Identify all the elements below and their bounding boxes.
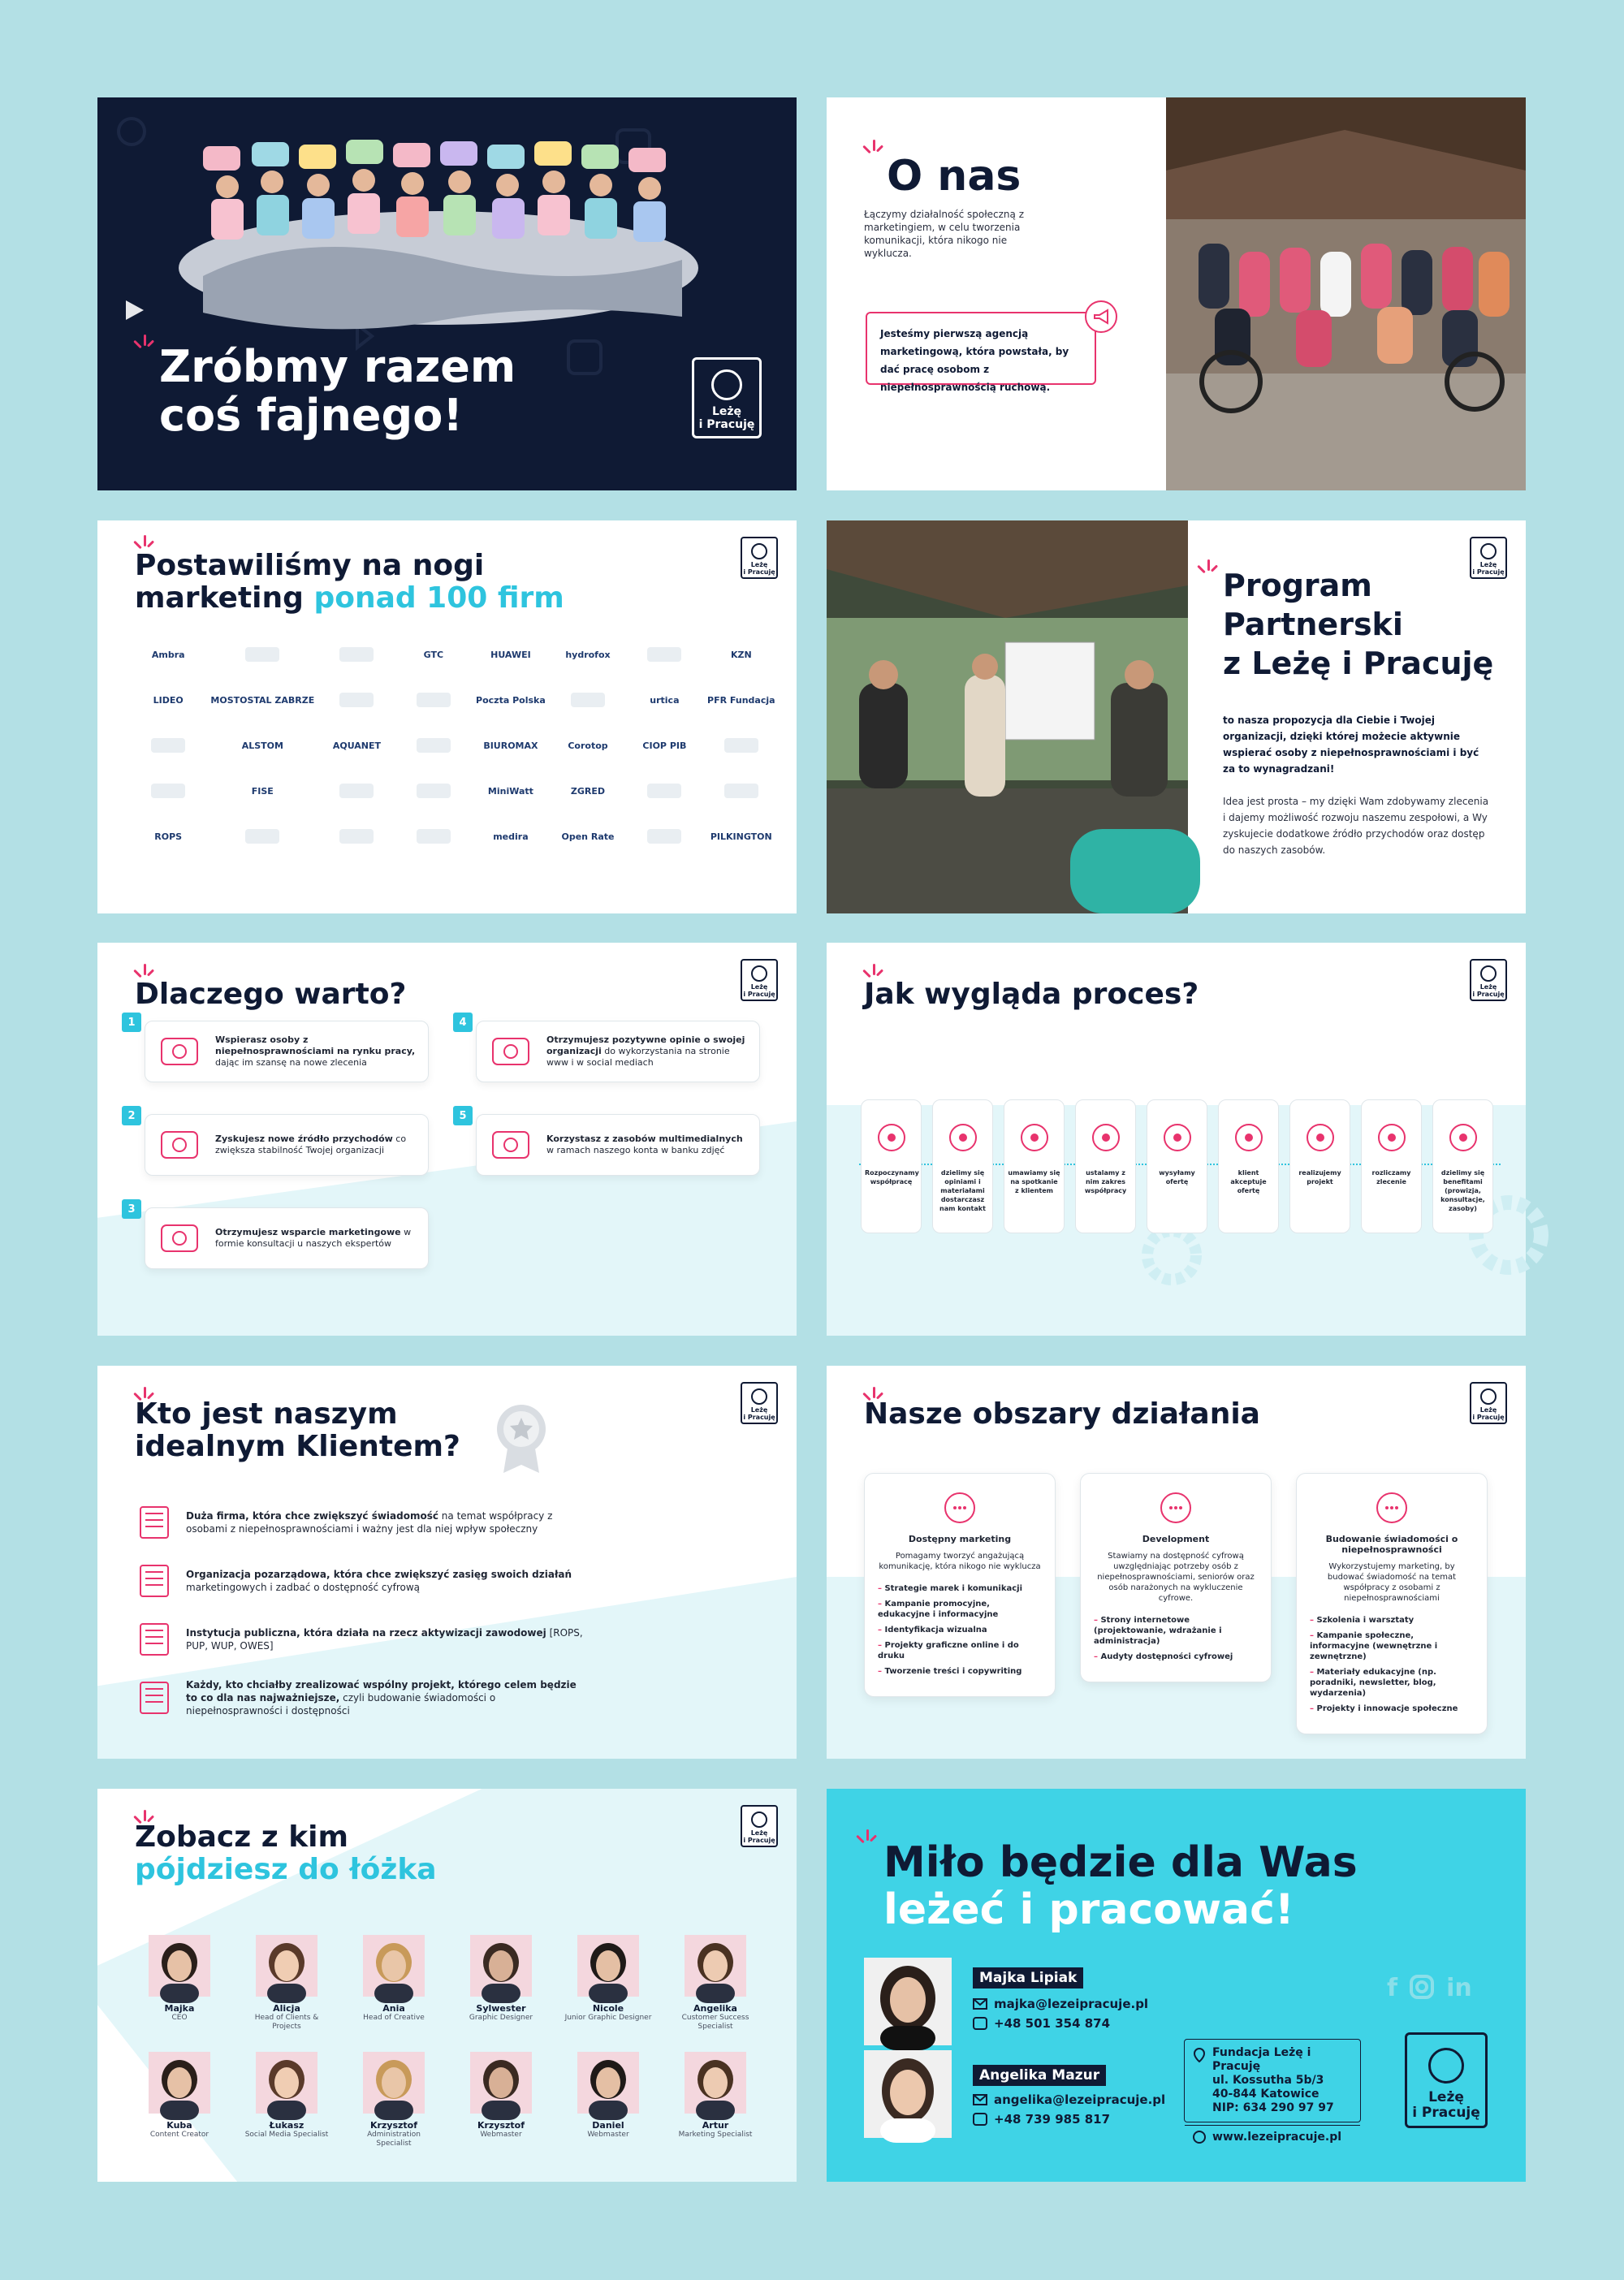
benefit-card [476,1114,760,1176]
contact2-name: Angelika Mazur [973,2065,1106,2086]
benefit-card [145,1207,429,1269]
member-role: Head of Clients & Projects [254,2014,319,2031]
partner-title-line1: Program [1223,568,1372,603]
slide-team [97,1789,797,2182]
step-icon [947,1121,979,1154]
address-line: NIP: 634 290 97 97 [1212,2101,1334,2114]
client-logo: MiniWatt [487,785,533,797]
step-icon [1090,1121,1122,1154]
area-description: Wykorzystujemy marketing, by budować świadomość na temat współpracy z osobami z niepełnosprawnościami [1327,1562,1457,1603]
client-logo [210,641,314,668]
step-label: rozliczamy zlecenie [1371,1169,1411,1185]
team-member [671,2052,760,2140]
avatar [470,1935,532,1997]
client-logo [134,732,202,759]
about-highlight-box: Jesteśmy pierwszą agencją marketingową, która powstała, by dać pracę osobom z niepełnosprawnością ruchową. [866,312,1096,385]
client-logo: MOSTOSTAL ZABRZE [210,694,315,706]
client-logo [322,641,391,668]
benefit-card [476,1021,760,1082]
client-type [134,1619,589,1660]
address-box [1184,2039,1361,2144]
client-type [134,1678,589,1718]
client-type-text: marketingowych i zadbać o dostępność cyfrową [186,1582,421,1593]
area-icon [940,1488,979,1527]
process-step [1289,1099,1350,1233]
clients-title-line1: Postawiliśmy na nogi [135,549,485,582]
step-icon [1161,1121,1194,1154]
area-icon [1156,1488,1195,1527]
area-heading: Budowanie świadomości o niepełnosprawności [1325,1534,1458,1555]
slide-clients [97,520,797,913]
area-list-item: – Materiały edukacyjne (np. poradniki, newsletter, blog, wydarzenia) [1310,1667,1474,1699]
step-icon [1304,1121,1337,1154]
avatar [685,2052,746,2114]
step-icon [1233,1121,1265,1154]
client-logo [322,686,391,714]
slide-about [827,97,1526,490]
client-type-bold: Duża firma, która chce zwiększyć świadomość [186,1510,438,1522]
step-number-badge: 2 [122,1106,141,1125]
client-type-text: czyli budowanie świadomości o niepełnosprawności i dostępności [186,1692,496,1716]
client-logo [630,641,698,668]
area-list-item: – Kampanie społeczne, informacyjne (wewnętrzne i zewnętrzne) [1310,1630,1474,1662]
process-step [932,1099,993,1233]
brand-logo: Leżę i Pracuję [741,1382,778,1424]
member-role: Webmaster [480,2131,522,2139]
member-name: Kuba [166,2120,192,2131]
member-name: Nicole [592,2003,624,2014]
step-label: realizujemy projekt [1298,1169,1341,1185]
spark-icon [864,140,885,161]
client-logo: ROPS [154,831,183,842]
member-name: Majka [164,2003,195,2014]
process-step [1147,1099,1207,1233]
slide-process [827,943,1526,1336]
area-list-item: – Strategie marek i komunikacji [878,1583,1042,1594]
area-list-item: – Projekty i innowacje społeczne [1310,1704,1474,1714]
benefit-icon [155,1127,204,1163]
avatar [577,1935,639,1997]
benefit-bold: Otrzymujesz wsparcie marketingowe [215,1227,401,1237]
address-line: Fundacja Leżę i Pracuję [1212,2046,1311,2073]
partner-paragraph-2: Idea jest prosta – my dzięki Wam zdobywamy zlecenia i dajemy możliwość rozwoju naszemu zespołowi, a Wy zyskujecie dodatkowe źródło przychodów oraz dostęp do naszych zasobów. [1223,796,1489,856]
social-icons [1387,1974,1472,2002]
slide-ideal-client [97,1366,797,1759]
area-list-item: – Audyty dostępności cyfrowej [1094,1652,1258,1662]
member-name: Alicja [273,2003,300,2014]
team-member [456,2052,546,2140]
area-card [864,1473,1056,1697]
team-member [242,1935,331,2032]
member-name: Angelika [693,2003,737,2014]
client-logo: PILKINGTON [710,831,772,842]
benefit-icon [155,1220,204,1256]
team-photo [1166,97,1526,490]
team-member [135,2052,224,2140]
about-lead: Łączymy działalność społeczną z marketingiem, w celu tworzenia komunikacji, która nikogo nie wyklucza. [864,209,1024,259]
client-type-icon [134,1619,175,1660]
hero-title-line2: coś fajnego! [159,390,463,442]
contact1-phone[interactable]: +48 501 354 874 [973,2016,1110,2031]
step-label: ustalamy z nim zakres współpracy [1084,1169,1127,1194]
hero-title-line1: Zróbmy razem [159,341,516,392]
logo-face-icon [1428,2048,1464,2084]
team-member [456,1935,546,2023]
linkedin-icon[interactable]: in [1446,1974,1472,2002]
member-role: Head of Creative [363,2014,425,2022]
benefit-bold: Otrzymujesz pozytywne opinie o swojej organizacji [546,1034,745,1056]
client-type [134,1561,589,1601]
benefit-card [145,1114,429,1176]
step-label: umawiamy się na spotkanie z klientem [1008,1169,1060,1194]
process-step [1004,1099,1065,1233]
member-name: Daniel [592,2120,624,2131]
brand-logo: Leżę i Pracuję [741,1805,778,1847]
instagram-icon[interactable] [1409,1974,1435,2000]
contact-title-line2: leżeć i pracować! [883,1885,1294,1934]
location-pin-icon [1193,2048,1206,2062]
bg-band [97,1577,797,1759]
contact1-name: Majka Lipiak [973,1967,1083,1989]
step-icon [1376,1121,1408,1154]
phone-icon [973,2017,987,2030]
area-card [1296,1473,1488,1734]
globe-icon [1193,2131,1206,2144]
benefit-bold: Zyskujesz nowe źródło przychodów [215,1134,393,1144]
logo-face-icon [711,369,742,400]
award-badge-icon [495,1403,547,1476]
client-logo: ALSTOM [241,740,283,751]
partner-title-line2: Partnerski [1223,607,1403,642]
address-line: 40-844 Katowice [1212,2088,1320,2101]
area-list-item: – Kampanie promocyjne, edukacyjne i informacyjne [878,1599,1042,1620]
logo-text-1: Leżę [711,405,742,418]
partner-title-line3: z Leżę i Pracuję [1223,646,1494,681]
client-logo [400,777,468,805]
client-type-bold: Organizacja pozarządowa, która chce zwiększyć zasięg swoich działań [186,1569,572,1580]
client-logo: KZN [730,649,752,660]
client-type-text: [ROPS, PUP, WUP, OWES] [186,1627,583,1652]
client-logo: HUAWEI [490,649,531,660]
spark-icon [135,335,156,356]
benefit-icon [486,1034,535,1069]
client-logo: urtica [650,694,680,706]
client-logo: medira [493,831,529,842]
member-role: Graphic Designer [469,2014,533,2022]
client-logo: CIOP PIB [642,740,687,751]
step-label: Rozpoczynamy współpracę [865,1169,919,1185]
slide-partner-program [827,520,1526,913]
client-logo [400,686,468,714]
brand-logo: Leżę i Pracuję [1470,1382,1507,1424]
client-logo: AQUANET [332,740,382,751]
area-list-item: – Strony internetowe (projektowanie, wdrażanie i administracja) [1094,1615,1258,1647]
member-name: Ania [382,2003,405,2014]
area-heading: Development [1142,1534,1210,1544]
area-description: Pomagamy tworzyć angażującą komunikację, która nikogo nie wyklucza [879,1552,1041,1571]
avatar-majka [864,1958,952,2045]
client-logo [210,823,314,850]
client-logo: BIUROMAX [483,740,538,751]
client-logo [707,777,775,805]
client-logo [134,777,202,805]
client-logo: FISE [251,785,274,797]
client-type-icon [134,1502,175,1543]
why-title: Dlaczego warto? [135,978,407,1011]
team-title-line1: Zobacz z kim [135,1820,349,1854]
area-description: Stawiamy na dostępność cyfrową uwzględniając potrzeby osób z niepełnosprawnościami, seniorów oraz osób narażonych na wykluczenie cyfrowe. [1097,1552,1255,1603]
step-label: wysyłamy ofertę [1159,1169,1195,1185]
client-logo [630,823,698,850]
client-type [134,1502,589,1543]
area-list-item: – Szkolenia i warsztaty [1310,1615,1474,1626]
client-logo: ZGRED [570,785,606,797]
avatar [256,2052,317,2114]
client-logo [554,686,622,714]
area-card [1080,1473,1272,1682]
team-member [564,2052,653,2140]
client-logo [322,823,391,850]
workshop-photo [827,520,1188,913]
about-title: O nas [887,152,1021,201]
client-title-line1: Kto jest naszym [135,1397,398,1431]
step-number-badge: 4 [453,1013,473,1032]
process-step [1361,1099,1422,1233]
client-logo: hydrofox [565,649,611,660]
client-title-line2: idealnym Klientem? [135,1430,460,1464]
step-label: dzielimy się opiniami i materiałami dostarczasz nam kontakt [939,1169,986,1212]
client-logo-grid [134,641,775,850]
phone-icon [973,2113,987,2126]
client-type-bold: Każdy, kto chciałby zrealizować wspólny projekt, którego celem będzie to co dla nas najważniejsze, [186,1679,577,1704]
area-list-item: – Projekty graficzne online i do druku [878,1640,1042,1661]
process-step [861,1099,922,1233]
benefit-text: w ramach naszego konta w banku zdjęć [546,1145,725,1155]
clients-title-marketing: marketing [135,581,304,615]
slide-why [97,943,797,1336]
team-member [564,1935,653,2023]
step-number-badge: 3 [122,1199,141,1219]
client-type-icon [134,1561,175,1601]
member-role: Junior Graphic Designer [564,2014,652,2022]
areas-title: Nasze obszary działania [864,1397,1260,1431]
client-logo: Poczta Polska [476,694,546,706]
brand-logo [692,357,762,438]
client-type-text: na temat współpracy z osobami z niepełnosprawnościami i ważny jest dla niej wpływ społeczny [186,1510,553,1535]
slide-areas [827,1366,1526,1759]
team-member [135,1935,224,2023]
mail-icon [973,2094,987,2105]
member-name: Krzysztof [369,2120,418,2131]
process-title: Jak wygląda proces? [864,978,1199,1011]
benefit-text: co zwiększa stabilność Twojej organizacji [215,1134,407,1155]
area-list-item: – Tworzenie treści i copywriting [878,1666,1042,1677]
client-logo: GTC [423,649,444,660]
contact2-phone[interactable]: +48 739 985 817 [973,2112,1110,2127]
client-logo [400,732,468,759]
benefit-bold: Wspierasz osoby z niepełnosprawnościami na rynku pracy, [215,1034,416,1056]
member-name: Artur [702,2120,729,2131]
member-role: Content Creator [149,2131,209,2139]
step-label: dzielimy się benefitami (prowizja, konsultacje, zasoby) [1440,1169,1485,1212]
benefit-text: w formie konsultacji u naszych ekspertów [215,1227,412,1249]
client-logo [630,777,698,805]
clients-title-highlight: ponad 100 firm [313,581,564,615]
benefit-card [145,1021,429,1082]
slide-hero [97,97,797,490]
team-member [349,2052,438,2148]
spark-icon [1199,559,1220,581]
client-type-icon [134,1678,175,1718]
benefit-text: dając im szansę na nowe zlecenia [215,1057,367,1068]
avatar [577,2052,639,2114]
brand-logo: Leżę i Pracuję [1470,537,1507,579]
client-logo [322,777,391,805]
step-icon [1018,1121,1051,1154]
step-icon [875,1121,908,1154]
member-name: Sylwester [476,2003,526,2014]
member-role: CEO [171,2014,188,2022]
benefit-icon [155,1034,204,1069]
area-list-item: – Identyfikacja wizualna [878,1625,1042,1635]
client-logo: LIDEO [153,694,184,706]
avatar [256,1935,317,1997]
member-name: Krzysztof [477,2120,525,2131]
step-icon [1447,1121,1479,1154]
team-member [242,2052,331,2140]
brand-logo: Leżę i Pracuję [741,537,778,579]
area-heading: Dostępny marketing [908,1534,1012,1544]
contact-title-line1: Miło będzie dla Was [883,1838,1358,1887]
avatar-angelika [864,2050,952,2138]
member-role: Webmaster [587,2131,629,2139]
client-logo: Ambra [151,649,185,660]
contact1-email[interactable]: majka@lezeipracuje.pl [973,1997,1148,2011]
logo-text-2: i Pracuję [698,418,755,431]
member-name: Łukasz [269,2120,304,2131]
team-member [349,1935,438,2023]
spark-icon [857,1829,879,1850]
benefit-bold: Korzystasz z zasobów multimedialnych [546,1134,743,1144]
process-step [1432,1099,1493,1233]
address-line: ul. Kossutha 5b/3 [1212,2074,1324,2087]
avatar [363,1935,425,1997]
step-number-badge: 5 [453,1106,473,1125]
brand-logo: Leżę i Pracuję [741,959,778,1001]
process-step [1075,1099,1136,1233]
brand-logo: Leżę i Pracuję [1405,2032,1488,2128]
step-number-badge: 1 [122,1013,141,1032]
avatar [685,1935,746,1997]
megaphone-icon [1085,300,1117,333]
client-logo: Corotop [568,740,608,751]
team-title-line2: pójdziesz do łóżka [135,1853,437,1887]
hero-title [159,343,516,441]
contact2-email[interactable]: angelika@lezeipracuje.pl [973,2092,1165,2107]
client-type-bold: Instytucja publiczna, która działa na rzecz aktywizacji zawodowej [186,1627,546,1639]
client-logo: Open Rate [561,831,615,842]
benefit-text: do wykorzystania na stronie www i w social mediach [546,1046,730,1068]
avatar [363,2052,425,2114]
member-role: Marketing Specialist [678,2131,753,2139]
member-role: Social Media Specialist [244,2131,329,2139]
avatar [470,2052,532,2114]
step-label: klient akceptuje ofertę [1230,1169,1267,1194]
process-step [1218,1099,1279,1233]
client-logo: PFR Fundacja [707,694,775,706]
slide-contact [827,1789,1526,2182]
brand-logo: Leżę i Pracuję [1470,959,1507,1001]
benefit-icon [486,1127,535,1163]
mail-icon [973,1998,987,2010]
member-role: Customer Success Specialist [681,2014,749,2031]
member-role: Administration Specialist [367,2131,421,2148]
facebook-icon[interactable]: f [1387,1974,1398,2002]
area-icon [1372,1488,1411,1527]
avatar [149,2052,210,2114]
client-logo [707,732,775,759]
website-link[interactable]: www.lezeipracuje.pl [1185,2125,1360,2144]
partner-paragraph-1: to nasza propozycja dla Ciebie i Twojej organizacji, dzięki której możecie aktywnie wspierać osoby z niepełnosprawnościami i być za to wynagradzani! [1223,715,1479,775]
avatar [149,1935,210,1997]
team-member [671,1935,760,2032]
client-logo [400,823,468,850]
